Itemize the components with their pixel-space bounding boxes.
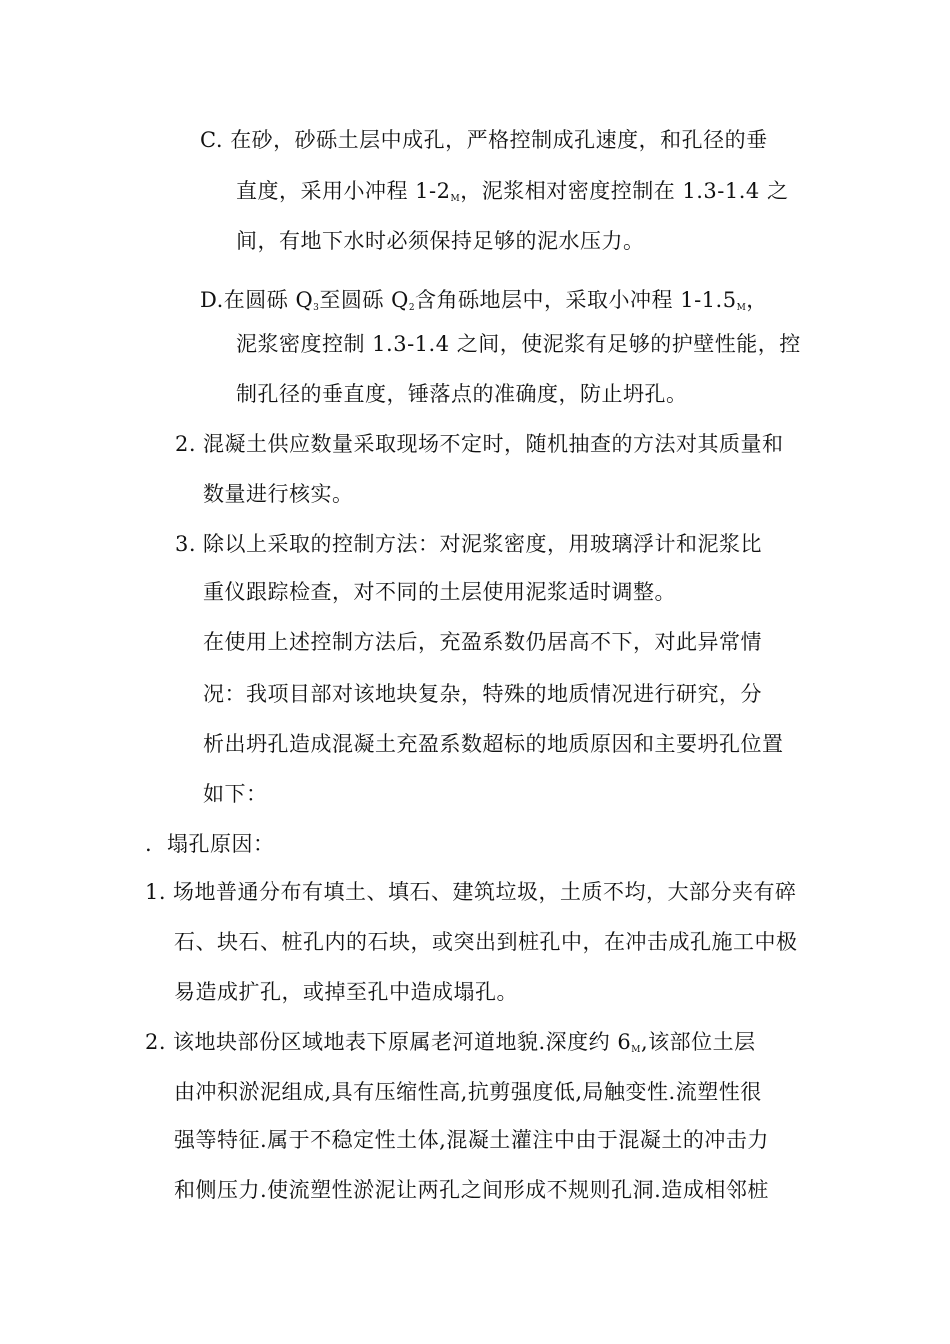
item-c-marker: C. [200,128,223,152]
paragraph-line-3: 析出坍孔造成混凝土充盈系数超标的地质原因和主要坍孔位置 [203,732,784,756]
item-d-line-1: D.在圆砾 $Q_3$至圆砾 $Q_2$含角砾地层中，采取小冲程 $1-1.5_M$， [200,288,768,313]
cause-2-line-1: 2. 该地块部份区域地表下原属老河道地貌.深度约 $6_M$,该部位土层 [145,1030,756,1055]
cause-2-marker: 2. [145,1030,167,1054]
cause-1-line-2: 石、块石、桩孔内的石块，或突出到桩孔中，在冲击成孔施工中极 [174,930,798,954]
item-2-line-1: 2. 混凝土供应数量采取现场不定时，随机抽查的方法对其质量和 [175,432,784,456]
section-heading: . 塌孔原因： [145,832,275,856]
item-2-marker: 2. [175,432,197,456]
item-d-line-3: 制孔径的垂直度，锤落点的准确度，防止坍孔。 [236,382,688,406]
item-c-line-1 [200,126,768,154]
item-3-line-2: 重仪跟踪检查，对不同的土层使用泥浆适时调整。 [203,580,676,604]
cause-2-line-4: 和侧压力.使流塑性淤泥让两孔之间形成不规则孔洞.造成相邻桩 [174,1178,769,1202]
item-3-line-1: 3. 除以上采取的控制方法：对泥浆密度，用玻璃浮计和泥浆比 [175,532,762,556]
heading-marker: . [145,832,153,856]
cause-1-line-1: 1. 场地普通分布有填土、填石、建筑垃圾，土质不均，大部分夹有碎 [145,880,797,904]
unit-subscript: M [450,194,461,204]
cause-2-line-2: 由冲积淤泥组成,具有压缩性高,抗剪强度低,局触变性.流塑性很 [174,1080,762,1104]
paragraph-line-2: 况：我项目部对该地块复杂，特殊的地质情况进行研究，分 [203,682,762,706]
item-3-marker: 3. [175,532,197,556]
item-c-line-2: 直度，采用小冲程 $1-2_M$，泥浆相对密度控制在 1.3-1.4 之 [236,179,789,204]
item-d-marker: D. [200,288,224,312]
cause-1-line-3: 易造成扩孔，或掉至孔中造成塌孔。 [174,980,518,1004]
item-d-line-2: 泥浆密度控制 1.3-1.4 之间，使泥浆有足够的护壁性能，控 [236,332,801,356]
paragraph-line-4: 如下： [203,782,268,806]
paragraph-line-1: 在使用上述控制方法后，充盈系数仍居高不下，对此异常情 [203,630,762,654]
cause-2-line-3: 强等特征.属于不稳定性土体,混凝土灌注中由于混凝土的冲击力 [174,1128,769,1152]
item-c-line-3: 间，有地下水时必须保持足够的泥水压力。 [236,229,645,253]
item-2-line-2: 数量进行核实。 [203,482,354,506]
item-c-text-1: 在砂，砂砾土层中成孔，严格控制成孔速度，和孔径的垂 [230,128,768,152]
cause-1-marker: 1. [145,880,167,904]
